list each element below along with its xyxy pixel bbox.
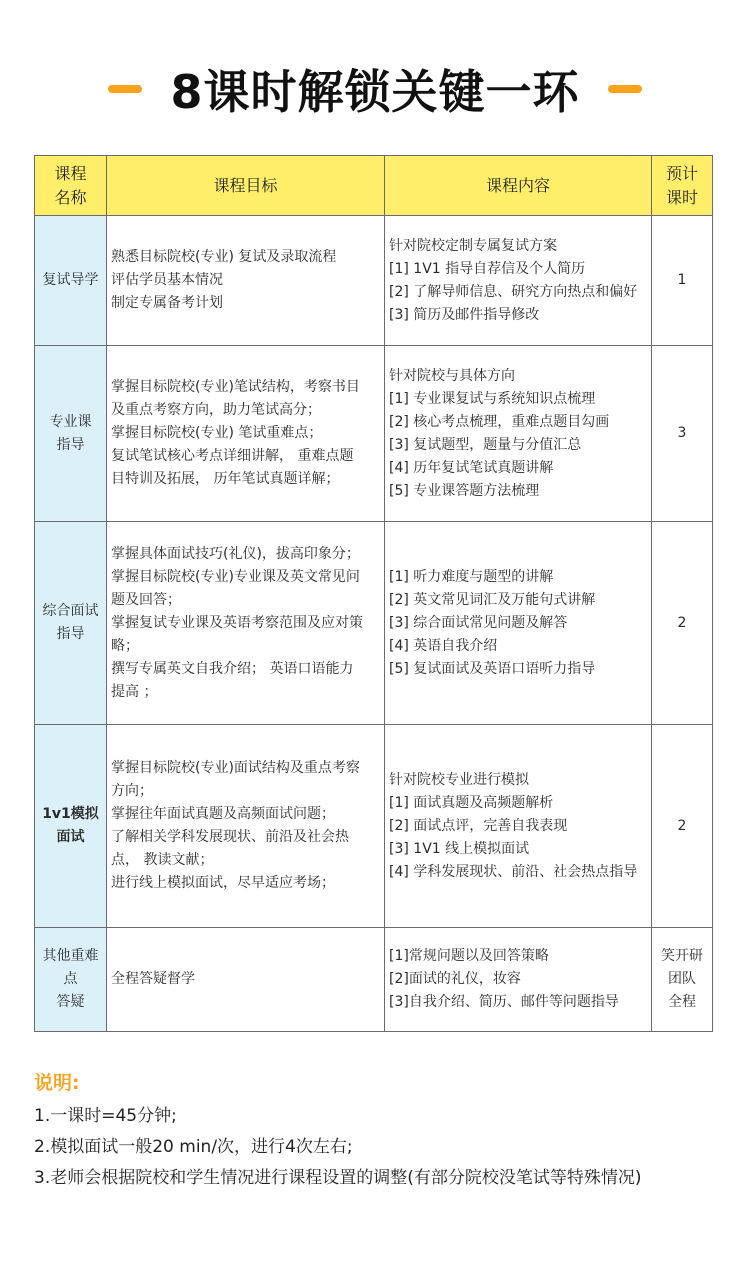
course-content-cell-line: [1] 听力难度与题型的讲解	[389, 568, 554, 585]
course-goal-cell-line: 点， 教读文献；	[111, 852, 214, 868]
course-content-cell-line: 针对院校与具体方向	[389, 367, 515, 384]
course-goal-cell-line: 掌握目标院校(专业)面试结构及重点考察	[111, 760, 360, 776]
course-name-cell	[35, 725, 107, 928]
course-goal-cell-line: 目特训及拓展， 历年笔试真题详解；	[111, 471, 340, 487]
header-course-name	[35, 156, 107, 216]
course-table	[34, 155, 713, 1032]
course-name-cell-line: 指导	[56, 626, 85, 642]
course-goal-cell	[107, 522, 385, 725]
course-goal-cell	[107, 725, 385, 928]
table-row	[35, 346, 713, 522]
course-hours-cell	[652, 216, 713, 346]
course-content-cell-line: [2] 英文常见词汇及万能句式讲解	[389, 591, 596, 608]
course-goal-cell-line: 掌握目标院校(专业)笔试结构，考察书目	[111, 379, 360, 395]
course-content-cell	[385, 522, 652, 725]
notes-title: 说明:	[34, 1072, 80, 1094]
course-goal-cell-line: 全程答疑督学	[111, 971, 195, 987]
course-goal-cell	[107, 346, 385, 522]
course-goal-cell-line: 掌握目标院校(专业)专业课及英文常见问	[111, 568, 360, 585]
course-content-cell-line: [4] 英语自我介绍	[389, 637, 498, 654]
page-title: 8课时解锁关键一环	[170, 65, 580, 119]
course-hours-cell	[652, 522, 713, 725]
course-name-cell	[35, 522, 107, 725]
course-goal-cell-line: 撰写专属英文自我介绍； 英语口语能力	[111, 660, 354, 677]
course-goal-cell-line: 略；	[111, 637, 139, 654]
title-left-dash	[108, 85, 142, 93]
course-hours-cell-line: 全程	[668, 994, 696, 1010]
course-goal-cell-line: 制定专属备考计划	[111, 295, 223, 311]
title-row	[0, 52, 750, 126]
table-row	[35, 216, 713, 346]
course-name-cell-line: 点	[63, 971, 78, 987]
course-name-cell-line: 综合面试	[42, 603, 99, 619]
table-row	[35, 522, 713, 725]
title-right-dash	[608, 85, 642, 93]
course-goal-cell-line: 掌握目标院校(专业) 笔试重难点；	[111, 425, 323, 441]
course-name-cell-line: 指导	[56, 436, 85, 453]
header-name-line: 课程	[54, 163, 87, 183]
table-row	[35, 725, 713, 928]
course-content-cell	[385, 216, 652, 346]
notes-section	[34, 1068, 724, 1194]
course-name-cell	[35, 216, 107, 346]
course-goal-cell-line: 掌握复试专业课及英语考察范围及应对策	[111, 614, 363, 631]
course-content-cell-line: [3] 简历及邮件指导修改	[389, 306, 540, 323]
course-goal-cell-line: 评估学员基本情况	[111, 272, 223, 288]
course-name-cell-line: 面试	[56, 829, 85, 845]
course-name-cell-line: 其他重难	[42, 948, 99, 964]
course-goal-cell-line: 掌握具体面试技巧(礼仪)，拔高印象分；	[111, 545, 360, 562]
course-hours-cell	[652, 928, 713, 1032]
course-goal-cell-line: 提高 ；	[111, 683, 158, 700]
course-goal-cell-line: 掌握往年面试真题及高频面试问题；	[111, 806, 335, 822]
course-content-cell-line: 针对院校定制专属复试方案	[389, 237, 557, 254]
course-content-cell-line: [3] 复试题型，题量与分值汇总	[389, 436, 582, 453]
course-content-cell-line: [1] 专业课复试与系统知识点梳理	[389, 390, 596, 407]
header-course-content: 课程内容	[385, 156, 652, 216]
course-content-cell-line: 针对院校专业进行模拟	[389, 771, 529, 788]
course-hours-cell-line: 笑开研	[661, 948, 703, 964]
course-content-cell-line: [2] 了解导师信息、研究方向热点和偏好	[389, 283, 638, 300]
note-item: 3.老师会根据院校和学生情况进行课程设置的调整(有部分院校没笔试等特殊情况)	[34, 1168, 642, 1188]
course-content-cell-line: [3]自我介绍、简历、邮件等问题指导	[389, 994, 619, 1010]
course-goal-cell-line: 进行线上模拟面试，尽早适应考场；	[111, 875, 335, 891]
course-hours-cell	[652, 725, 713, 928]
course-hours-cell-line: 1	[677, 272, 687, 288]
course-content-cell-line: [1]常规问题以及回答策略	[389, 948, 549, 964]
header-course-hours	[652, 156, 713, 216]
course-goal-cell-line: 复试笔试核心考点详细讲解， 重难点题	[111, 448, 354, 464]
course-goal-cell-line: 熟悉目标院校(专业) 复试及录取流程	[111, 249, 337, 265]
course-content-cell-line: [3] 综合面试常见问题及解答	[389, 614, 568, 631]
header-hours-line: 预计	[665, 163, 698, 183]
course-goal-cell-line: 题及回答；	[111, 591, 181, 608]
course-content-cell-line: [1] 1V1 指导自荐信及个人简历	[389, 260, 586, 277]
header-hours-line: 课时	[665, 187, 698, 207]
course-goal-cell-line: 方向；	[111, 783, 153, 799]
course-name-cell	[35, 928, 107, 1032]
course-content-cell-line: [2] 核心考点梳理，重难点题目勾画	[389, 413, 610, 430]
course-content-cell	[385, 928, 652, 1032]
course-name-cell-line: 1v1模拟	[42, 806, 99, 822]
course-content-cell-line: [2] 面试点评，完善自我表现	[389, 817, 568, 834]
course-hours-cell-line: 2	[677, 614, 687, 631]
table-header-row	[35, 156, 713, 216]
course-goal-cell-line: 了解相关学科发展现状、前沿及社会热	[111, 829, 349, 845]
course-name-cell-line: 专业课	[49, 413, 92, 430]
course-content-cell-line: [1] 面试真题及高频题解析	[389, 794, 554, 811]
course-name-cell-line: 复试导学	[42, 272, 99, 288]
course-content-cell	[385, 725, 652, 928]
course-goal-cell-line: 及重点考察方向，助力笔试高分；	[111, 402, 321, 418]
course-name-cell	[35, 346, 107, 522]
table-row	[35, 928, 713, 1032]
course-goal-cell	[107, 928, 385, 1032]
header-name-line: 名称	[54, 187, 87, 207]
course-content-cell-line: [5] 专业课答题方法梳理	[389, 482, 540, 499]
course-hours-cell-line: 团队	[668, 971, 696, 987]
course-name-cell-line: 答疑	[56, 994, 85, 1010]
course-content-cell	[385, 346, 652, 522]
course-hours-cell-line: 2	[677, 817, 687, 834]
course-content-cell-line: [4] 学科发展现状、前沿、社会热点指导	[389, 863, 638, 880]
course-content-cell-line: [5] 复试面试及英语口语听力指导	[389, 660, 596, 677]
note-item: 2.模拟面试一般20 min/次，进行4次左右;	[34, 1137, 353, 1157]
course-content-cell-line: [2]面试的礼仪，妆容	[389, 971, 521, 987]
course-hours-cell-line: 3	[677, 425, 687, 441]
course-content-cell-line: [3] 1V1 线上模拟面试	[389, 840, 530, 857]
course-hours-cell	[652, 346, 713, 522]
course-content-cell-line: [4] 历年复试笔试真题讲解	[389, 459, 554, 476]
note-item: 1.一课时=45分钟;	[34, 1106, 177, 1126]
header-course-goal: 课程目标	[107, 156, 385, 216]
course-goal-cell	[107, 216, 385, 346]
